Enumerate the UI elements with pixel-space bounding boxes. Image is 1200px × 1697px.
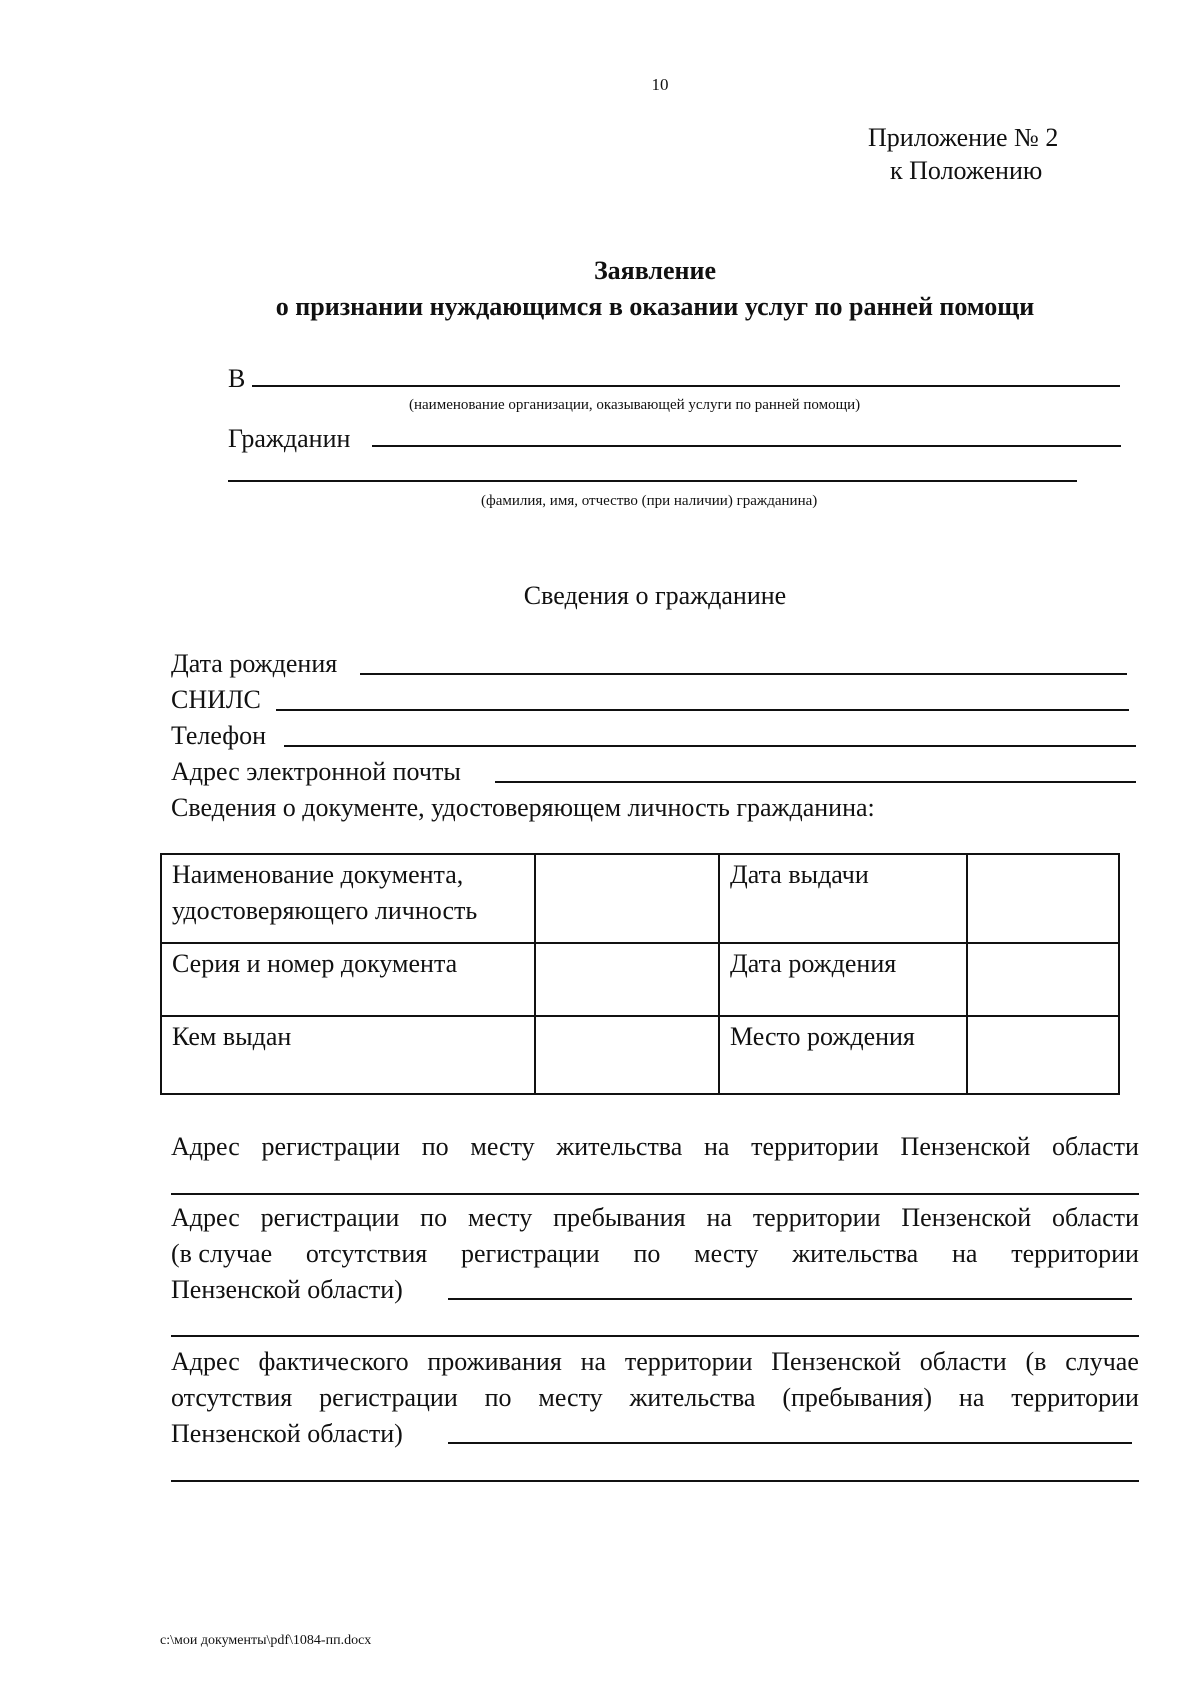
snils-label: СНИЛС — [171, 685, 261, 714]
birth-place-cell[interactable] — [967, 1016, 1119, 1094]
document-name-label — [161, 854, 535, 943]
citizen-name-field[interactable] — [372, 445, 1121, 447]
document-name-cell[interactable] — [535, 854, 719, 943]
snils-field[interactable] — [276, 709, 1129, 711]
table-row — [161, 943, 1119, 1016]
phone-field[interactable] — [284, 745, 1136, 747]
series-number-label: Серия и номер документа — [161, 943, 535, 1016]
stay-address-field-continued[interactable] — [171, 1335, 1139, 1337]
actual-address-label-line-2: отсутствия регистрации по месту жительства (пребывания) на территории — [171, 1383, 1139, 1412]
doc-birth-date-label: Дата рождения — [719, 943, 967, 1016]
issue-date-cell[interactable] — [967, 854, 1119, 943]
to-label: В — [228, 364, 246, 393]
actual-address-field-continued[interactable] — [171, 1480, 1139, 1482]
appendix-line-1: Приложение № 2 — [868, 123, 1059, 152]
issue-date-label: Дата выдачи — [719, 854, 967, 943]
appendix-line-2: к Положению — [890, 156, 1043, 185]
stay-address-label-line-1: Адрес регистрации по месту пребывания на территории Пензенской области — [171, 1203, 1139, 1232]
stay-address-label-line-2: (в случае отсутствия регистрации по месту жительства на территории — [171, 1239, 1139, 1268]
issued-by-cell[interactable] — [535, 1016, 719, 1094]
footer-file-path: c:\мои документы\pdf\1084-пп.docx — [160, 1633, 372, 1648]
stay-address-label-line-3: Пензенской области) — [171, 1275, 403, 1304]
phone-label: Телефон — [171, 721, 267, 750]
stay-address-field[interactable] — [448, 1298, 1132, 1300]
birth-date-label: Дата рождения — [171, 649, 338, 678]
section-title: Сведения о гражданине — [523, 581, 787, 610]
actual-address-label-line-3: Пензенской области) — [171, 1419, 403, 1448]
document-info-label: Сведения о документе, удостоверяющем личность гражданина: — [171, 793, 875, 822]
email-label: Адрес электронной почты — [171, 757, 461, 786]
residence-address-label: Адрес регистрации по месту жительства на территории Пензенской области — [171, 1132, 1139, 1161]
issued-by-label: Кем выдан — [161, 1016, 535, 1094]
document-title: Заявление — [593, 256, 717, 285]
table-row — [161, 854, 1119, 943]
identity-document-table — [160, 853, 1120, 1095]
birth-place-label: Место рождения — [719, 1016, 967, 1094]
fio-hint: (фамилия, имя, отчество (при наличии) гражданина) — [481, 493, 818, 509]
email-field[interactable] — [495, 781, 1136, 783]
document-subtitle: о признании нуждающимся в оказании услуг по ранней помощи — [275, 292, 1035, 321]
table-row — [161, 1016, 1119, 1094]
document-name-label-line-1: Наименование документа, — [172, 860, 464, 889]
citizen-label: Гражданин — [228, 424, 351, 453]
actual-address-field[interactable] — [448, 1442, 1132, 1444]
actual-address-label-line-1: Адрес фактического проживания на территории Пензенской области (в случае — [171, 1347, 1139, 1376]
doc-birth-date-cell[interactable] — [967, 943, 1119, 1016]
series-number-cell[interactable] — [535, 943, 719, 1016]
page-number: 10 — [651, 75, 669, 94]
document-name-label-line-2: удостоверяющего личность — [172, 896, 478, 925]
organization-field[interactable] — [252, 385, 1120, 387]
birth-date-field[interactable] — [360, 673, 1127, 675]
citizen-name-field-continued[interactable] — [228, 480, 1077, 482]
residence-address-field[interactable] — [171, 1193, 1139, 1195]
organization-hint: (наименование организации, оказывающей услуги по ранней помощи) — [409, 397, 861, 413]
